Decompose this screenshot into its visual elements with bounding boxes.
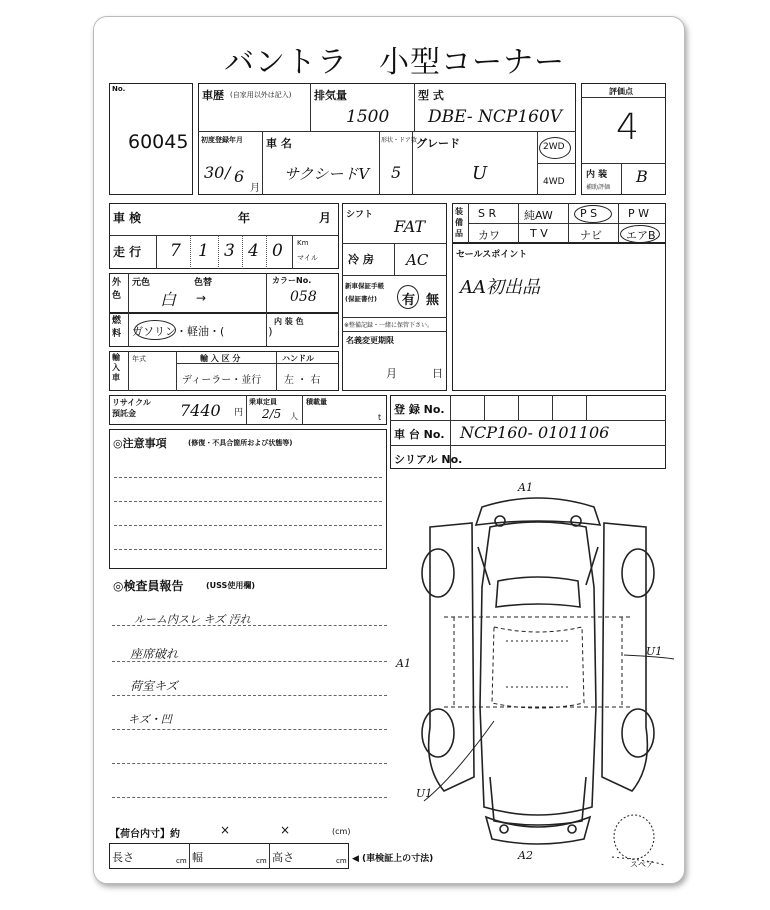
- mark-left-a1: A1: [396, 657, 411, 670]
- notes-label: ◎注意事項: [113, 437, 167, 450]
- color-change-label: 色替: [194, 278, 213, 288]
- name-change-label: 名義変更期限: [346, 336, 394, 345]
- ac-label: 冷 房: [348, 253, 374, 266]
- equip-airbag: エアB: [626, 229, 656, 242]
- mileage-digit-3: 3: [224, 241, 235, 261]
- inspector-line-1: ルーム内スレ キズ 汚れ: [134, 613, 251, 626]
- cargo-length-label: 長さ: [112, 851, 134, 864]
- load-label: 積載量: [306, 398, 327, 406]
- grade-value: U: [472, 163, 488, 184]
- cargo-x1: ×: [220, 823, 231, 837]
- displacement-label: 排気量: [314, 89, 347, 102]
- equip-airbag-circle: [620, 225, 660, 243]
- inspection-label: 車 検: [113, 211, 142, 225]
- mileage-unit-mile: マイル: [297, 254, 318, 262]
- first-reg-year: 30: [204, 163, 225, 182]
- history-note: (自家用以外は記入): [230, 91, 292, 99]
- inspector-line-4: キズ・凹: [128, 713, 172, 726]
- car-damage-diagram: [394, 477, 682, 881]
- cargo-note: ◀ (車検証上の寸法): [352, 854, 434, 864]
- manual-label: 新車保証手帳 (保証書付): [345, 282, 384, 303]
- drive-2wd: 2WD: [543, 142, 565, 152]
- chassis-no-value: NCP160- 0101106: [460, 423, 610, 442]
- capacity-label: 乗車定員: [249, 398, 277, 406]
- first-reg-month-unit: 月: [250, 183, 260, 194]
- recycle-label: リサイクル預託金: [112, 398, 151, 418]
- shift-label: シフト: [346, 210, 374, 220]
- mark-right-u1: U1: [646, 645, 663, 658]
- recycle-value: 7440: [180, 401, 221, 420]
- orig-color-value: 白: [160, 290, 177, 309]
- cargo-height-label: 高さ: [272, 851, 294, 864]
- cargo-x2: ×: [280, 823, 291, 837]
- cargo-width-label: 幅: [192, 851, 203, 864]
- inspector-line-2: 座席破れ: [130, 647, 179, 661]
- orig-color-label: 元色: [132, 278, 151, 288]
- equipment-label: 装備品: [455, 207, 463, 238]
- mileage-digit-1: 7: [170, 241, 181, 261]
- fuel-gasoline-circle: [134, 320, 176, 340]
- color-change-arrow: →: [196, 291, 207, 305]
- interior-sub: 補助評価: [586, 184, 611, 191]
- cargo-height-unit: cm: [336, 857, 347, 865]
- lot-label: No.: [112, 85, 126, 93]
- mileage-label: 走 行: [113, 245, 142, 259]
- lot-number: 60045: [128, 131, 189, 153]
- fuel-label: 燃料: [112, 316, 122, 339]
- interior-color-label: 内 装 色: [274, 317, 304, 326]
- fuel-options: ガソリン・軽油・( ): [132, 325, 273, 338]
- import-label: 輸入車: [112, 353, 120, 382]
- equip-leather: カワ: [478, 229, 500, 242]
- mark-rear-left-u1: U1: [416, 787, 433, 800]
- notes-sub: (修復・不具合箇所および状態等): [188, 439, 293, 447]
- shift-value: FAT: [394, 217, 426, 236]
- spare-label: スペア: [630, 860, 654, 869]
- sales-point-value: AA初出品: [460, 277, 540, 298]
- serial-no-label: シリアル No.: [394, 453, 463, 466]
- displacement-value: 1500: [346, 107, 390, 127]
- first-reg-month: 6: [234, 167, 245, 186]
- load-unit: t: [378, 413, 382, 422]
- cargo-length-unit: cm: [176, 857, 187, 865]
- handle-options: 左 ・ 右: [284, 375, 321, 386]
- manual-no: 無: [426, 293, 440, 308]
- mileage-digit-4: 4: [248, 241, 259, 261]
- equip-ps-circle: [574, 205, 612, 223]
- import-year-label: 年式: [132, 355, 146, 363]
- equip-aw: 純AW: [524, 209, 553, 222]
- capacity-unit: 人: [290, 412, 298, 421]
- model-label: 型 式: [418, 89, 444, 102]
- cargo-unit: (cm): [332, 827, 351, 836]
- interior-label: 内 装: [586, 170, 608, 180]
- color-side-label: 外色: [112, 278, 122, 301]
- manual-yes: 有: [402, 293, 416, 308]
- doors-value: 5: [391, 163, 402, 182]
- equip-ps: P S: [580, 207, 598, 220]
- doors-label: 形状・ドア数: [381, 137, 417, 144]
- cargo-width-unit: cm: [256, 857, 267, 865]
- car-name-label: 車 名: [266, 137, 292, 150]
- inspector-line-3: 荷室キズ: [130, 679, 178, 693]
- page-title: バントラ 小型コーナー: [224, 45, 565, 80]
- ac-value: AC: [406, 251, 429, 269]
- import-class-label: 輸 入 区 分: [200, 354, 241, 363]
- capacity-value: 2/5: [262, 407, 282, 421]
- name-change-day: 日: [432, 367, 443, 380]
- mileage-digit-5: 0: [272, 241, 283, 261]
- score-value: 4: [616, 107, 639, 148]
- equip-sr: S R: [478, 207, 497, 220]
- manual-yes-circle: [397, 285, 419, 309]
- sales-point-box: [452, 243, 666, 391]
- interior-value: B: [636, 167, 648, 186]
- color-code-value: 058: [290, 289, 317, 305]
- name-change-month: 月: [386, 367, 397, 380]
- score-label: 評価点: [609, 87, 633, 96]
- inspection-month-unit: 月: [319, 211, 332, 225]
- auction-sheet: [93, 16, 685, 884]
- cargo-dims-box: [109, 843, 349, 869]
- import-class-options: ディーラー・並行: [182, 375, 262, 386]
- mileage-digit-2: 1: [198, 241, 209, 261]
- inspection-year-unit: 年: [238, 211, 251, 225]
- equip-navi: ナビ: [580, 229, 602, 242]
- inspector-label: ◎検査員報告: [113, 579, 184, 593]
- color-code-label: カラーNo.: [272, 276, 312, 285]
- grade-label: グレード: [416, 137, 460, 150]
- recycle-unit: 円: [234, 408, 244, 418]
- cargo-label: 【荷台内寸】約: [110, 829, 180, 840]
- mark-front-a1: A1: [518, 481, 533, 494]
- inspector-sub: (USS使用欄): [206, 581, 255, 590]
- first-reg-sep: /: [225, 163, 231, 182]
- history-label: 車歴: [202, 89, 224, 102]
- drive-4wd: 4WD: [543, 177, 565, 187]
- first-reg-label: 初度登録年月: [201, 136, 243, 144]
- equip-tv: T V: [530, 227, 548, 240]
- model-value: DBE- NCP160V: [428, 107, 563, 127]
- manual-note: ※整備記録・一緒に保管下さい。: [344, 322, 434, 329]
- handle-label: ハンドル: [282, 354, 314, 363]
- reg-no-label: 登 録 No.: [394, 403, 445, 416]
- drive-2wd-circle: [539, 137, 571, 159]
- sales-point-label: セールスポイント: [456, 250, 528, 260]
- mark-rear-a2: A2: [518, 849, 533, 862]
- equip-pw: P W: [628, 207, 650, 220]
- chassis-no-label: 車 台 No.: [394, 428, 445, 441]
- car-name-value: サクシードV: [284, 165, 370, 183]
- mileage-unit-km: Km: [297, 239, 309, 247]
